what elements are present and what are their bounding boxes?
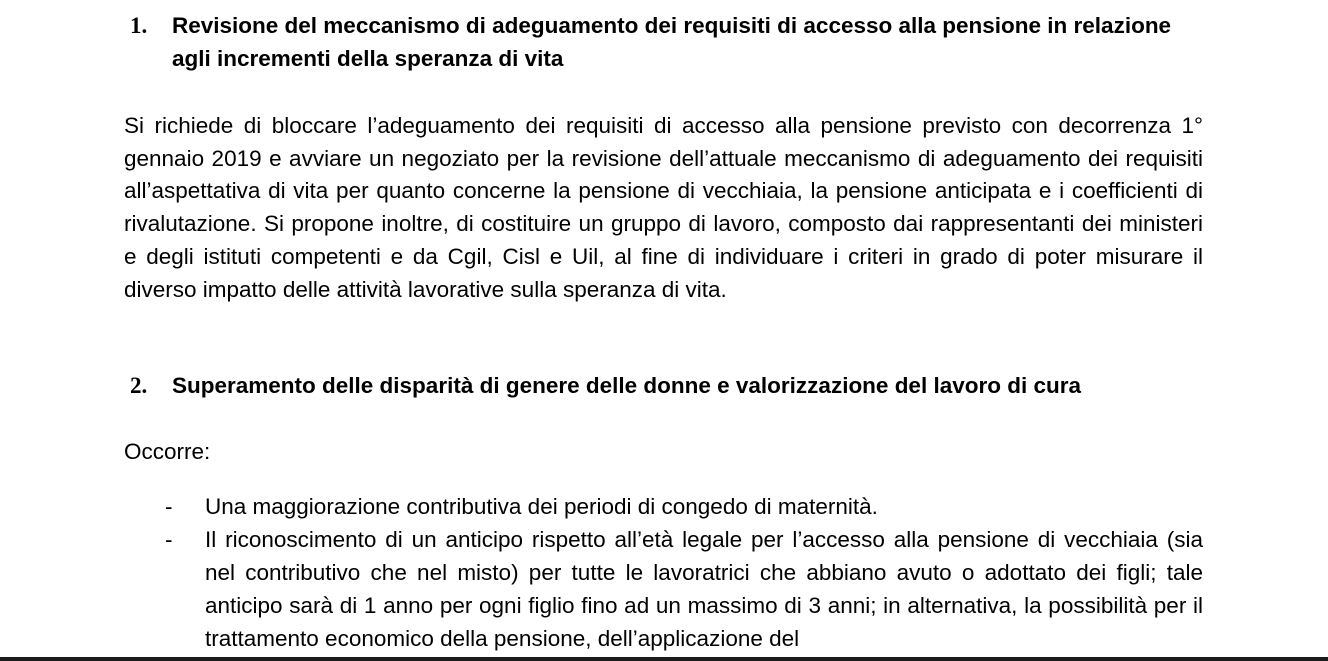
- section-1-number: 1.: [130, 13, 148, 38]
- window-bottom-border: [0, 657, 1328, 661]
- list-dash: -: [165, 527, 173, 552]
- list-item-text: Il riconoscimento di un anticipo rispetto all’età legale per l’accesso alla pensione di vecchiaia (sia nel contributivo che nel misto) per tutte le lavoratrici che abbiano avuto o adottato dei figli; tale anticipo sarà di 1 anno per ogni figlio fino ad un massimo di 3 anni; in alternativa, la possibilità per il trattamento economico della pensione, dell’applicazione del: [205, 527, 1203, 651]
- list-item-text: Una maggiorazione contributiva dei periodi di congedo di maternità.: [205, 494, 878, 519]
- section-2-title: Superamento delle disparità di genere delle donne e valorizzazione del lavoro di cura: [172, 373, 1081, 398]
- section-1-title: Revisione del meccanismo di adeguamento dei requisiti di accesso alla pensione in relazione agli incrementi della speranza di vita: [172, 13, 1172, 71]
- section-2-list: [124, 490, 1203, 655]
- list-item: [124, 523, 1203, 655]
- list-item: [124, 490, 1203, 523]
- list-dash: -: [165, 494, 173, 519]
- section-2-number: 2.: [130, 373, 148, 398]
- section-2-intro: Occorre:: [124, 439, 211, 464]
- section-2-heading: [130, 369, 1205, 402]
- section-1-body: Si richiede di bloccare l’adeguamento dei requisiti di accesso alla pensione previsto con decorrenza 1° gennaio 2019 e avviare un negoziato per la revisione dell’attuale meccanismo di adeguamento dei requisiti all’aspettativa di vita per quanto concerne la pensione di vecchiaia, la pensione anticipata e i coefficienti di rivalutazione. Si propone inoltre, di costituire un gruppo di lavoro, composto dai rappresentanti dei ministeri e degli istituti competenti e da Cgil, Cisl e Uil, al fine di individuare i criteri in grado di poter misurare il diverso impatto delle attività lavorative sulla speranza di vita.: [124, 113, 1203, 302]
- section-1-heading: [130, 9, 1205, 75]
